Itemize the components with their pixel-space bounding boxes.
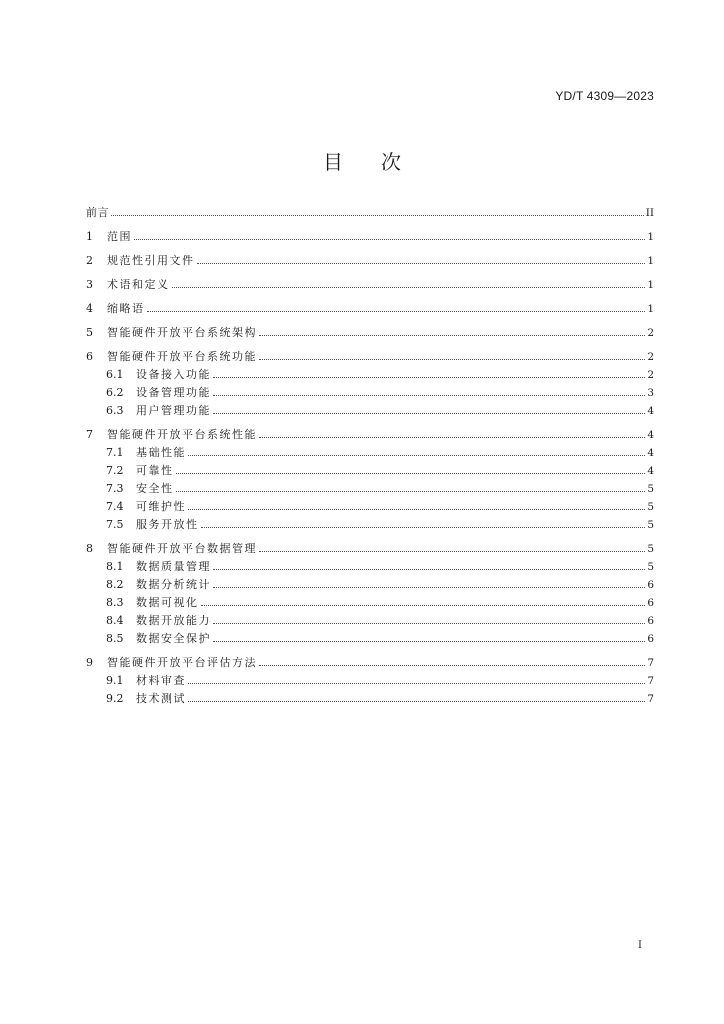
- toc-entry[interactable]: [86, 384, 654, 402]
- toc-entry-page: 1: [647, 255, 654, 267]
- toc-dot-leader: [259, 437, 645, 438]
- toc-entry-number: 8: [86, 542, 93, 555]
- toc-entry-number: 6.1: [106, 368, 124, 381]
- toc-entry-label: 范围: [107, 230, 132, 243]
- toc-entry[interactable]: [86, 690, 654, 708]
- toc-entry[interactable]: [86, 228, 654, 246]
- toc-entry-page: 6: [647, 615, 654, 627]
- toc-entry-number: 4: [86, 302, 93, 315]
- toc-entry[interactable]: [86, 540, 654, 558]
- toc-entry-page: 2: [647, 369, 654, 381]
- toc-entry[interactable]: [86, 204, 654, 222]
- toc-dot-leader: [259, 359, 645, 360]
- toc-entry-page: 5: [647, 501, 654, 513]
- toc-entry-label: 数据分析统计: [136, 578, 211, 591]
- toc-entry[interactable]: [86, 276, 654, 294]
- toc-dot-leader: [147, 311, 646, 312]
- toc-entry-label: 数据质量管理: [136, 560, 211, 573]
- toc-entry-number: 7.1: [106, 446, 124, 459]
- toc-entry[interactable]: [86, 654, 654, 672]
- toc-entry-number: 2: [86, 254, 93, 267]
- toc-entry-number: 8.3: [106, 596, 124, 609]
- toc-entry-label: 设备管理功能: [136, 386, 211, 399]
- toc-entry-number: 7.5: [106, 518, 124, 531]
- toc-entry-page: 5: [647, 483, 654, 495]
- toc-entry-page: 7: [647, 675, 654, 687]
- toc-dot-leader: [213, 623, 645, 624]
- toc-entry-label: 可维护性: [136, 500, 186, 513]
- toc-entry[interactable]: [86, 426, 654, 444]
- toc-entry-label: 数据开放能力: [136, 614, 211, 627]
- toc-entry-page: 4: [647, 447, 654, 459]
- toc-entry[interactable]: [86, 402, 654, 420]
- toc-entry-number: 8.5: [106, 632, 124, 645]
- toc-entry-page: 2: [647, 327, 654, 339]
- toc-entry-label: 数据可视化: [136, 596, 199, 609]
- toc-entry-page: 1: [647, 279, 654, 291]
- toc-entry-page: 7: [647, 657, 654, 669]
- toc-dot-leader: [213, 641, 645, 642]
- toc-entry-label: 可靠性: [136, 464, 174, 477]
- toc-entry-number: 8.2: [106, 578, 124, 591]
- toc-dot-leader: [213, 413, 645, 414]
- toc-entry-number: 6.2: [106, 386, 124, 399]
- toc-dot-leader: [259, 335, 645, 336]
- toc-entry-label: 术语和定义: [107, 278, 170, 291]
- page-number: I: [638, 940, 642, 951]
- toc-entry-page: 4: [647, 429, 654, 441]
- toc-entry-label: 技术测试: [136, 692, 186, 705]
- document-id: YD/T 4309—2023: [555, 89, 654, 103]
- toc-entry[interactable]: [86, 324, 654, 342]
- toc-entry-label: 智能硬件开放平台系统功能: [107, 350, 257, 363]
- toc-entry-page: 1: [647, 231, 654, 243]
- toc-dot-leader: [213, 569, 645, 570]
- toc-entry[interactable]: [86, 462, 654, 480]
- toc-entry[interactable]: [86, 480, 654, 498]
- toc-entry-page: 6: [647, 597, 654, 609]
- toc-entry[interactable]: [86, 498, 654, 516]
- toc-dot-leader: [259, 665, 645, 666]
- toc-dot-leader: [213, 395, 645, 396]
- toc-dot-leader: [188, 509, 645, 510]
- table-of-contents: [86, 204, 654, 708]
- toc-entry[interactable]: [86, 672, 654, 690]
- toc-entry-label: 用户管理功能: [136, 404, 211, 417]
- toc-entry[interactable]: [86, 366, 654, 384]
- toc-entry-number: 1: [86, 230, 93, 243]
- toc-dot-leader: [176, 491, 646, 492]
- toc-entry-number: 8.1: [106, 560, 124, 573]
- toc-entry-label: 智能硬件开放平台数据管理: [107, 542, 257, 555]
- toc-entry-label: 智能硬件开放平台评估方法: [107, 656, 257, 669]
- toc-dot-leader: [111, 215, 644, 216]
- toc-entry-label: 设备接入功能: [136, 368, 211, 381]
- toc-entry-page: 5: [647, 561, 654, 573]
- toc-entry-page: II: [645, 207, 654, 219]
- toc-entry-page: 3: [647, 387, 654, 399]
- toc-entry-page: 7: [647, 693, 654, 705]
- toc-dot-leader: [213, 377, 645, 378]
- toc-entry-number: 9.1: [106, 674, 124, 687]
- toc-entry-page: 6: [647, 579, 654, 591]
- toc-entry-label: 规范性引用文件: [107, 254, 195, 267]
- toc-entry-label: 数据安全保护: [136, 632, 211, 645]
- toc-entry-page: 2: [647, 351, 654, 363]
- toc-entry-label: 前言: [86, 206, 109, 219]
- toc-dot-leader: [176, 473, 646, 474]
- toc-entry-number: 3: [86, 278, 93, 291]
- toc-entry-number: 8.4: [106, 614, 124, 627]
- toc-dot-leader: [201, 527, 646, 528]
- toc-entry-number: 9.2: [106, 692, 124, 705]
- toc-entry-number: 7.3: [106, 482, 124, 495]
- toc-entry[interactable]: [86, 516, 654, 534]
- toc-dot-leader: [259, 551, 645, 552]
- toc-title: [0, 146, 724, 175]
- toc-entry-label: 智能硬件开放平台系统性能: [107, 428, 257, 441]
- toc-dot-leader: [188, 455, 645, 456]
- toc-dot-leader: [188, 683, 645, 684]
- toc-entry-page: 5: [647, 543, 654, 555]
- toc-entry-label: 材料审查: [136, 674, 186, 687]
- toc-entry-label: 安全性: [136, 482, 174, 495]
- toc-entry[interactable]: [86, 300, 654, 318]
- toc-entry[interactable]: [86, 348, 654, 366]
- toc-dot-leader: [188, 701, 645, 702]
- toc-entry-number: 6: [86, 350, 93, 363]
- toc-entry[interactable]: [86, 444, 654, 462]
- toc-entry-page: 5: [647, 519, 654, 531]
- toc-entry[interactable]: [86, 558, 654, 576]
- toc-entry-label: 服务开放性: [136, 518, 199, 531]
- toc-entry-number: 7: [86, 428, 93, 441]
- toc-title-char-2: 次: [381, 150, 401, 174]
- toc-entry-page: 4: [647, 405, 654, 417]
- toc-entry[interactable]: [86, 612, 654, 630]
- toc-entry-number: 9: [86, 656, 93, 669]
- toc-entry-page: 6: [647, 633, 654, 645]
- toc-entry-number: 5: [86, 326, 93, 339]
- toc-title-char-1: 目: [323, 150, 343, 174]
- toc-entry-number: 7.2: [106, 464, 124, 477]
- toc-dot-leader: [201, 605, 646, 606]
- toc-entry[interactable]: [86, 576, 654, 594]
- toc-entry-label: 缩略语: [107, 302, 145, 315]
- toc-dot-leader: [197, 263, 646, 264]
- toc-entry-label: 智能硬件开放平台系统架构: [107, 326, 257, 339]
- toc-dot-leader: [213, 587, 645, 588]
- toc-entry-number: 6.3: [106, 404, 124, 417]
- toc-entry[interactable]: [86, 252, 654, 270]
- toc-entry[interactable]: [86, 594, 654, 612]
- toc-entry-number: 7.4: [106, 500, 124, 513]
- toc-entry-label: 基础性能: [136, 446, 186, 459]
- toc-dot-leader: [134, 239, 645, 240]
- toc-entry-page: 1: [647, 303, 654, 315]
- toc-entry-page: 4: [647, 465, 654, 477]
- toc-entry[interactable]: [86, 630, 654, 648]
- toc-dot-leader: [172, 287, 646, 288]
